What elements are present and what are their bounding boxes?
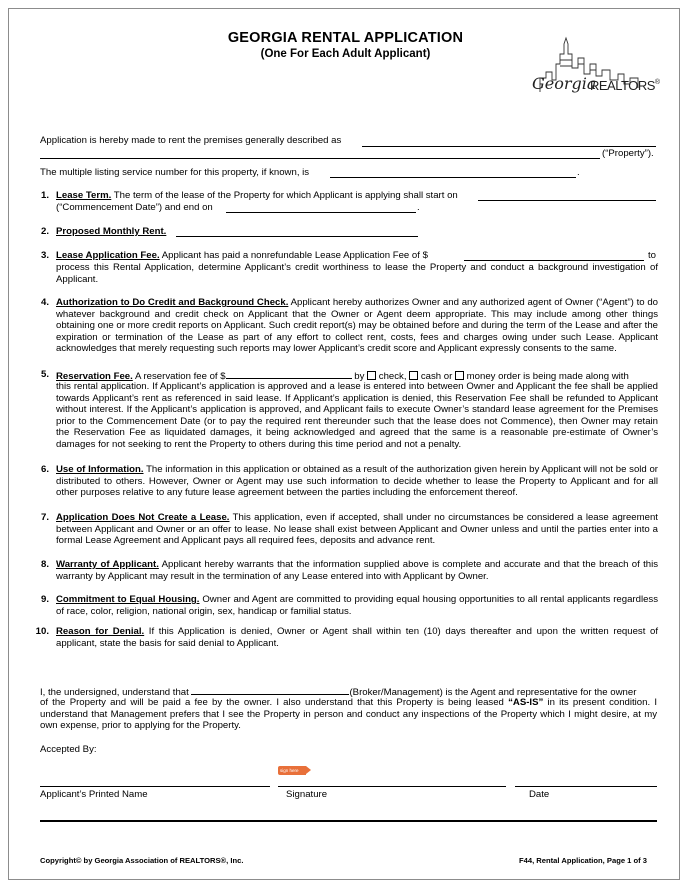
item-1-text-c: .	[417, 202, 420, 213]
item-5-number: 5.	[40, 369, 49, 380]
logo-word: REALTORS	[590, 78, 655, 93]
item-2-heading: Proposed Monthly Rent.	[56, 226, 167, 237]
item-5-cash-or: cash or	[420, 371, 453, 382]
copyright-text: Copyright© by Georgia Association of REALTORS®, Inc.	[40, 856, 244, 865]
money-order-checkbox[interactable]	[455, 371, 464, 380]
form-id-text: F44, Rental Application, Page 1 of 3	[519, 856, 647, 865]
item-4-number: 4.	[40, 297, 49, 308]
item-7-heading: Application Does Not Create a Lease.	[56, 512, 230, 523]
item-1-line-a	[56, 190, 458, 202]
sign-here-tag: sign here	[278, 766, 306, 775]
georgia-realtors-logo	[530, 34, 660, 110]
item-2-number: 2.	[40, 226, 49, 237]
item-7-paragraph	[56, 512, 658, 547]
property-suffix: (“Property”).	[602, 148, 654, 159]
item-8-heading: Warranty of Applicant.	[56, 559, 159, 570]
item-6-heading: Use of Information.	[56, 464, 144, 475]
item-5-text: this rental application. If Applicant’s application is approved and a lease is entered into between Owner and Applicant the fee shall be applied towards Applicant’s rent as referenced in said lease. If Applicant’s application is denied, this Reservation Fee shall be refunded to Applicant without interest. If the Applicant’s application is approved, and Applicant fails to execute Owner’s standard lease agreement for the Premises prior to the Commencement Date (or to pay the required rent thereunder such that the lease does not Commence), then Owner may retain the Reservation Fee as liquidated damages, it being acknowledged and agreed that the same is a reasonable pre-estimate of Owner’s damages for not seeking to rent the Property to others during this time period and not a penalty.	[56, 381, 658, 450]
item-1-line-b	[56, 202, 213, 214]
premises-description-field-2[interactable]	[40, 158, 600, 159]
printed-name-field[interactable]	[40, 786, 270, 787]
item-10-number: 10.	[35, 626, 49, 637]
item-4-text: Applicant hereby authorizes Owner and any authorized agent of Owner (“Agent”) to do whatever background and credit check on Applicant that the Owner or Agent deem appropriate. This may include among other things obtaining one or more credit reports on Applicant. Such credit report(s) may be obtained before and during the term of the Lease and after the expiration or termination of the Lease as part of any effort to collect rent, costs, fees and charges owing under such Lease. Applicant acknowledges that merely requesting such reports may lower Applicant’s credit score and Applicant expressly consents to the same.	[56, 297, 659, 355]
skyline-icon	[530, 34, 660, 110]
item-1-text-a: The term of the lease of the Property for which Applicant is applying shall start on	[113, 190, 458, 201]
item-1-text-b: (“Commencement Date”) and end on	[56, 202, 213, 213]
item-1-number: 1.	[40, 190, 49, 201]
item-8-number: 8.	[40, 559, 49, 570]
item-8-text: Applicant hereby warrants that the information supplied above is complete and accurate and that the breach of this warranty by Applicant may result in the termination of any Lease entered into with Applicant by Owner.	[56, 559, 659, 582]
closing-text-b: (Broker/Management) is the Agent and representative for the owner	[349, 687, 637, 698]
item-5-text-a: A reservation fee of $	[134, 371, 226, 382]
item-9-text: Owner and Agent are committed to providing equal housing opportunities to all rental applicants regardless of race, color, religion, national origin, sex, handicap or familial status.	[56, 594, 658, 617]
item-9-heading: Commitment to Equal Housing.	[56, 594, 200, 605]
item-2-line	[56, 226, 166, 238]
mls-number-field[interactable]	[330, 177, 576, 178]
item-3-line-a	[56, 250, 428, 262]
item-3-text-a: Applicant has paid a nonrefundable Lease Application Fee of $	[161, 250, 428, 261]
closing-text-c2: in its present condition. I understand that Management prefers that I see the Property in person and conduct any inspections of the Property which I might desire, at my own expense, prior to applying for the Property.	[40, 697, 657, 732]
closing-paragraph	[40, 697, 657, 732]
date-label: Date	[529, 789, 550, 800]
bottom-divider	[40, 820, 657, 822]
intro-line-1	[40, 135, 341, 147]
logo-word-text	[590, 78, 660, 93]
mls-text: The multiple listing service number for this property, if known, is	[40, 167, 310, 178]
item-10-heading: Reason for Denial.	[56, 626, 145, 637]
mls-end: .	[577, 167, 580, 178]
lease-end-date-field[interactable]	[226, 212, 416, 213]
item-5-money: money order is being made along with	[466, 371, 629, 382]
reservation-fee-field[interactable]	[226, 369, 352, 379]
item-6-number: 6.	[40, 464, 49, 475]
signature-field[interactable]	[278, 786, 506, 787]
form-subtitle: (One For Each Adult Applicant)	[260, 48, 431, 60]
item-3-text-c: process this Rental Application, determine Applicant’s credit worthiness to lease the Property and conduct a background investigation of Applicant.	[56, 262, 658, 285]
signature-label: Signature	[286, 789, 328, 800]
closing-text-a: I, the undersigned, understand that	[40, 687, 189, 698]
monthly-rent-field[interactable]	[176, 236, 418, 237]
item-8-paragraph	[56, 559, 658, 582]
accepted-by-label: Accepted By:	[40, 744, 97, 755]
item-7-text: This application, even if accepted, shall under no circumstances be considered a lease agreement between Applicant and Owner or an offer to lease. No lease shall exist between Applicant and Owner unless and until the parties enter into a formal Lease Agreement and Applicant pays all required fees, deposits and advance rent.	[56, 512, 658, 547]
item-10-text: If this Application is denied, Owner or Agent shall within ten (10) days thereafter and upon the written request of applicant, state the basis for said denial to Applicant.	[56, 626, 659, 649]
application-fee-field[interactable]	[464, 260, 644, 261]
mls-line	[40, 167, 309, 179]
item-6-paragraph	[56, 464, 658, 499]
item-5-by: by	[354, 371, 365, 382]
item-10-paragraph	[56, 626, 658, 649]
item-7-number: 7.	[40, 512, 49, 523]
item-3-heading: Lease Application Fee.	[56, 250, 160, 261]
intro-text: Application is hereby made to rent the premises generally described as	[40, 135, 342, 146]
item-9-paragraph	[56, 594, 658, 617]
item-5-heading: Reservation Fee.	[56, 371, 133, 382]
item-4-paragraph	[56, 297, 658, 355]
item-9-number: 9.	[40, 594, 49, 605]
logo-trademark: ®	[654, 79, 660, 86]
broker-management-field[interactable]	[191, 685, 349, 695]
check-checkbox[interactable]	[367, 371, 376, 380]
printed-name-label: Applicant’s Printed Name	[40, 789, 148, 800]
date-field[interactable]	[515, 786, 657, 787]
as-is-text: “AS-IS”	[508, 697, 544, 708]
item-1-heading: Lease Term.	[56, 190, 112, 201]
item-3-text-b: to	[648, 250, 657, 261]
item-4-heading: Authorization to Do Credit and Background Check.	[56, 297, 289, 308]
cash-checkbox[interactable]	[409, 371, 418, 380]
premises-description-field[interactable]	[362, 146, 656, 147]
item-6-text: The information in this application or obtained as a result of the authorization given herein by Applicant will not be sold or distributed to others. However, Owner or Agent may use such information to decide whether to lease the Property to Applicant and for all other purposes relative to any future lease agreement between the parties including the enforcement thereof.	[56, 464, 658, 499]
closing-text-c1: of the Property and will be paid a fee by the owner. I also understand that this Property is being leased	[40, 697, 504, 708]
item-3-number: 3.	[40, 250, 49, 261]
commencement-date-field[interactable]	[478, 200, 656, 201]
item-5-check: check,	[378, 371, 407, 382]
logo-script-text: Georgia	[532, 74, 597, 93]
form-title: GEORGIA RENTAL APPLICATION	[227, 30, 464, 46]
